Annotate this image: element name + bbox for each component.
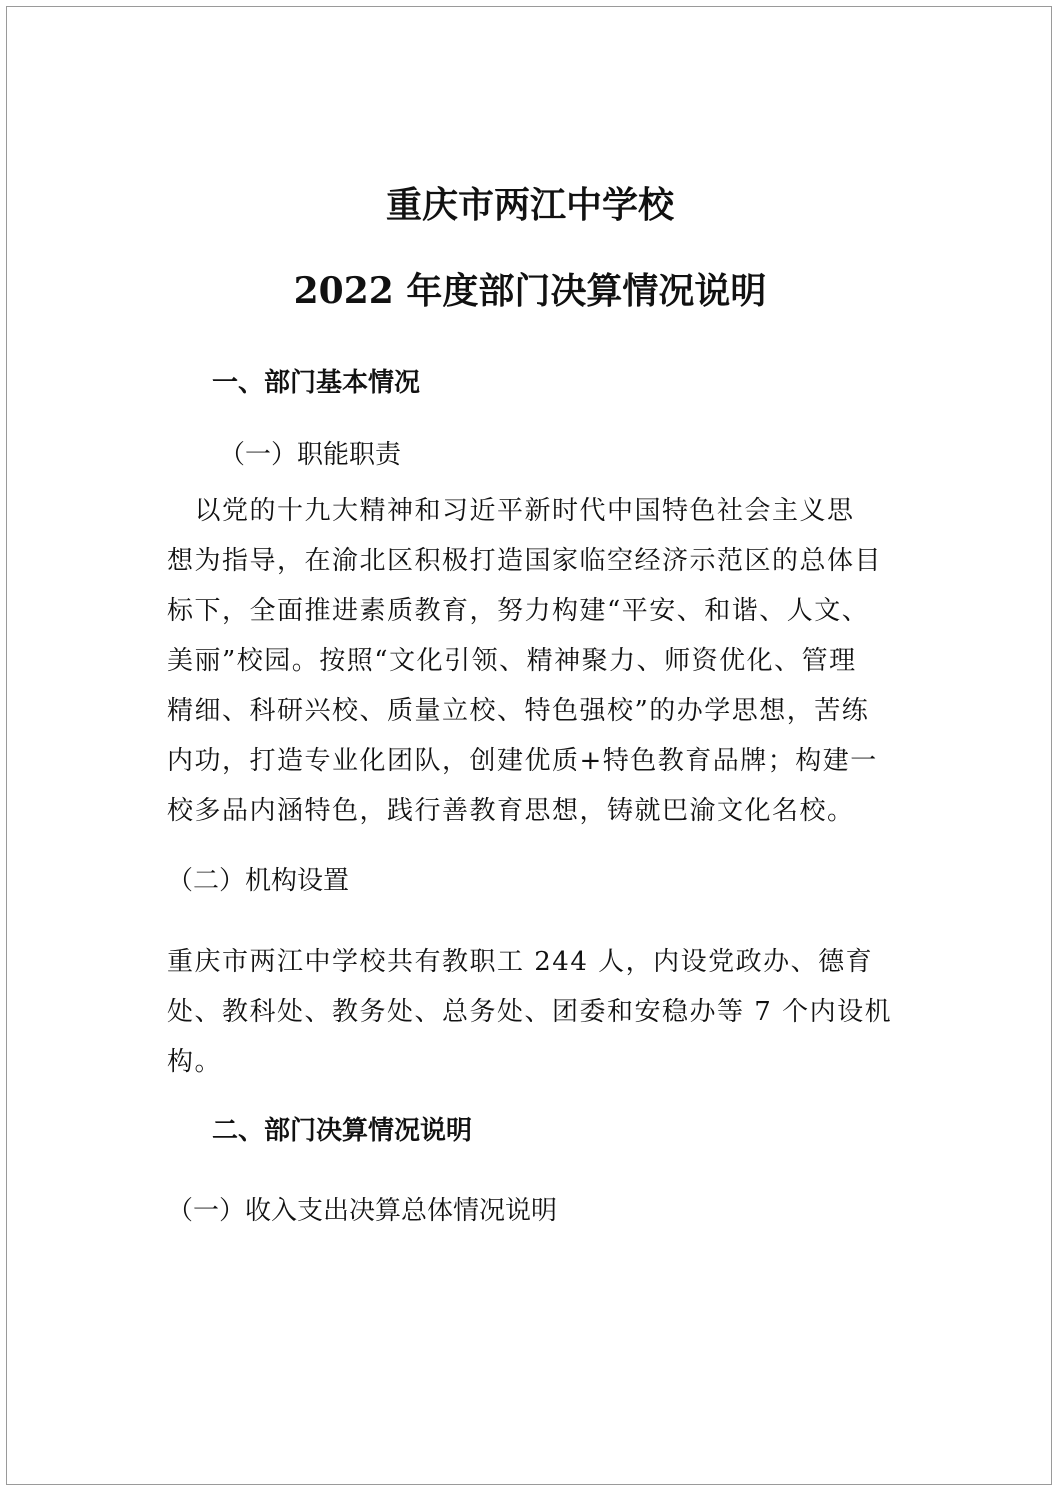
paragraph-line: 处、教科处、教务处、总务处、团委和安稳办等 7 个内设机 [167,997,893,1027]
document-subtitle: 2022 年度部门决算情况说明 [293,270,767,312]
paragraph-line: 精细、科研兴校、质量立校、特色强校”的办学思想，苦练 [167,696,870,726]
section-heading-final-accounts: 二、部门决算情况说明 [212,1116,473,1146]
paragraph-line: 构。 [167,1047,223,1077]
paragraph-line: 以党的十九大精神和习近平新时代中国特色社会主义思 [167,496,855,526]
subsection-heading-functions: （一）职能职责 [219,440,402,470]
paragraph-line: 内功，打造专业化团队，创建优质+特色教育品牌；构建一 [167,746,878,776]
paragraph-line: 重庆市两江中学校共有教职工 244 人，内设党政办、德育 [167,947,874,977]
functions-paragraph [167,486,907,836]
subsection-heading-organization: （二）机构设置 [167,866,350,896]
document-page [6,6,1052,1485]
paragraph-line: 标下，全面推进素质教育，努力构建“平安、和谐、人文、 [167,596,870,626]
subsection-heading-income-expenditure: （一）收入支出决算总体情况说明 [167,1196,558,1226]
section-heading-basic-info: 一、部门基本情况 [212,368,421,398]
paragraph-line: 想为指导，在渝北区积极打造国家临空经济示范区的总体目 [167,546,883,576]
document-title: 重庆市两江中学校 [385,184,674,226]
paragraph-line: 美丽”校园。按照“文化引领、精神聚力、师资优化、管理 [167,646,857,676]
paragraph-line: 校多品内涵特色，践行善教育思想，铸就巴渝文化名校。 [167,796,855,826]
organization-paragraph [167,937,907,1087]
